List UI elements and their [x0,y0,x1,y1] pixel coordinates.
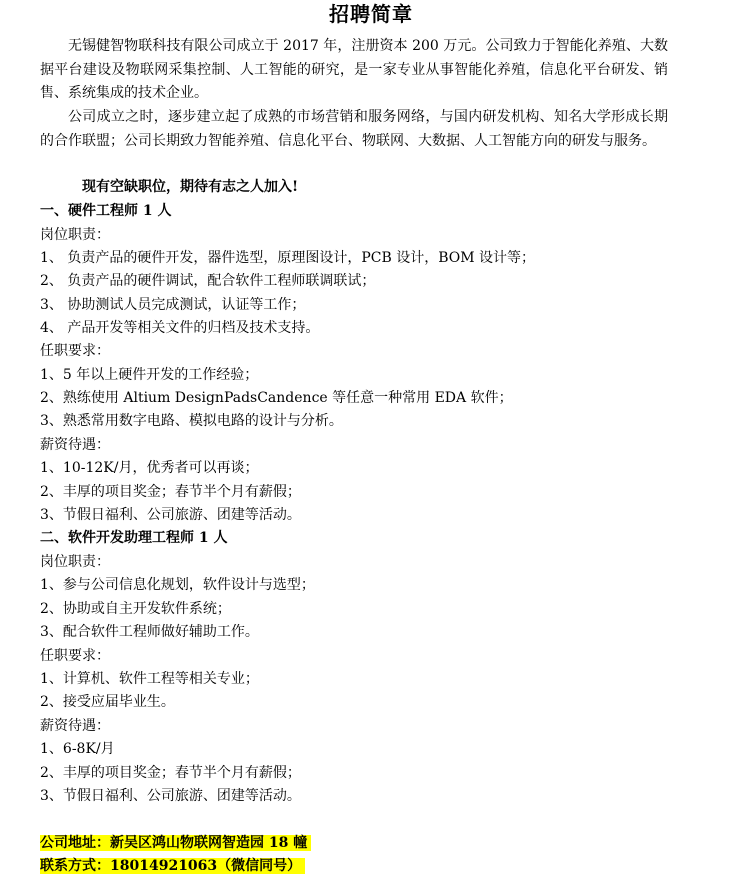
job2-pay-item: 2、丰厚的项目奖金；春节半个月有薪假； [40,765,301,781]
job2-duty-item: 2、协助或自主开发软件系统； [40,601,231,617]
page-title: 招聘简章 [329,2,413,26]
job1-duty-item: 1、 负责产品的硬件开发，器件选型，原理图设计，PCB 设计，BOM 设计等； [40,250,536,266]
job2-pay-item: 1、6-8K/月 [40,741,115,757]
job1-pay-item: 1、10-12K/月，优秀者可以再谈； [40,460,259,476]
job1-duty-item: 4、 产品开发等相关文件的归档及技术支持。 [40,320,320,336]
job1-req-label: 任职要求： [40,343,110,359]
job1-duties-label: 岗位职责： [40,227,110,243]
company-address-text: 公司地址：新吴区鸿山物联网智造园 18 幢 [40,835,311,851]
job1-pay-label: 薪资待遇： [40,437,110,453]
job1-req-item: 2、熟练使用 Altium DesignPadsCandence 等任意一种常用 EDA 软件； [40,390,513,406]
job2-duty-item: 3、配合软件工程师做好辅助工作。 [40,624,259,640]
contact-phone-text: 联系方式：18014921063（微信同号） [40,858,305,874]
job1-duty-item: 2、 负责产品的硬件调试，配合软件工程师联调联试； [40,273,376,289]
call-to-action: 现有空缺职位，期待有志之人加入! [82,179,299,195]
job1-duty-item: 3、 协助测试人员完成测试，认证等工作； [40,297,306,313]
intro-paragraph-1: 无锡健智物联科技有限公司成立于 2017 年，注册资本 200 万元。公司致力于智能化养殖、大数据平台建设及物联网采集控制、人工智能的研究，是一家专业从事智能化养殖，信息化平台研发、销售、系统集成的技术企业。 [40,38,668,101]
job2-req-item: 1、计算机、软件工程等相关专业； [40,671,259,687]
job2-duty-item: 1、参与公司信息化规划，软件设计与选型； [40,577,315,593]
job2-req-item: 2、接受应届毕业生。 [40,694,175,710]
job2-pay-label: 薪资待遇： [40,718,110,734]
job2-heading: 二、软件开发助理工程师 1 人 [40,530,228,546]
job2-pay-item: 3、节假日福利、公司旅游、团建等活动。 [40,788,301,804]
job2-duties-label: 岗位职责： [40,554,110,570]
job1-heading: 一、硬件工程师 1 人 [40,203,172,219]
job1-req-item: 1、5 年以上硬件开发的工作经验； [40,367,259,383]
contact-phone [40,855,305,878]
job1-req-item: 3、熟悉常用数字电路、模拟电路的设计与分析。 [40,413,343,429]
company-address [40,832,311,855]
job1-pay-item: 2、丰厚的项目奖金；春节半个月有薪假； [40,484,301,500]
intro-paragraph-2: 公司成立之时，逐步建立起了成熟的市场营销和服务网络，与国内研发机构、知名大学形成长期的合作联盟；公司长期致力智能养殖、信息化平台、物联网、大数据、人工智能方向的研发与服务。 [40,109,668,149]
job2-req-label: 任职要求： [40,648,110,664]
job1-pay-item: 3、节假日福利、公司旅游、团建等活动。 [40,507,301,523]
